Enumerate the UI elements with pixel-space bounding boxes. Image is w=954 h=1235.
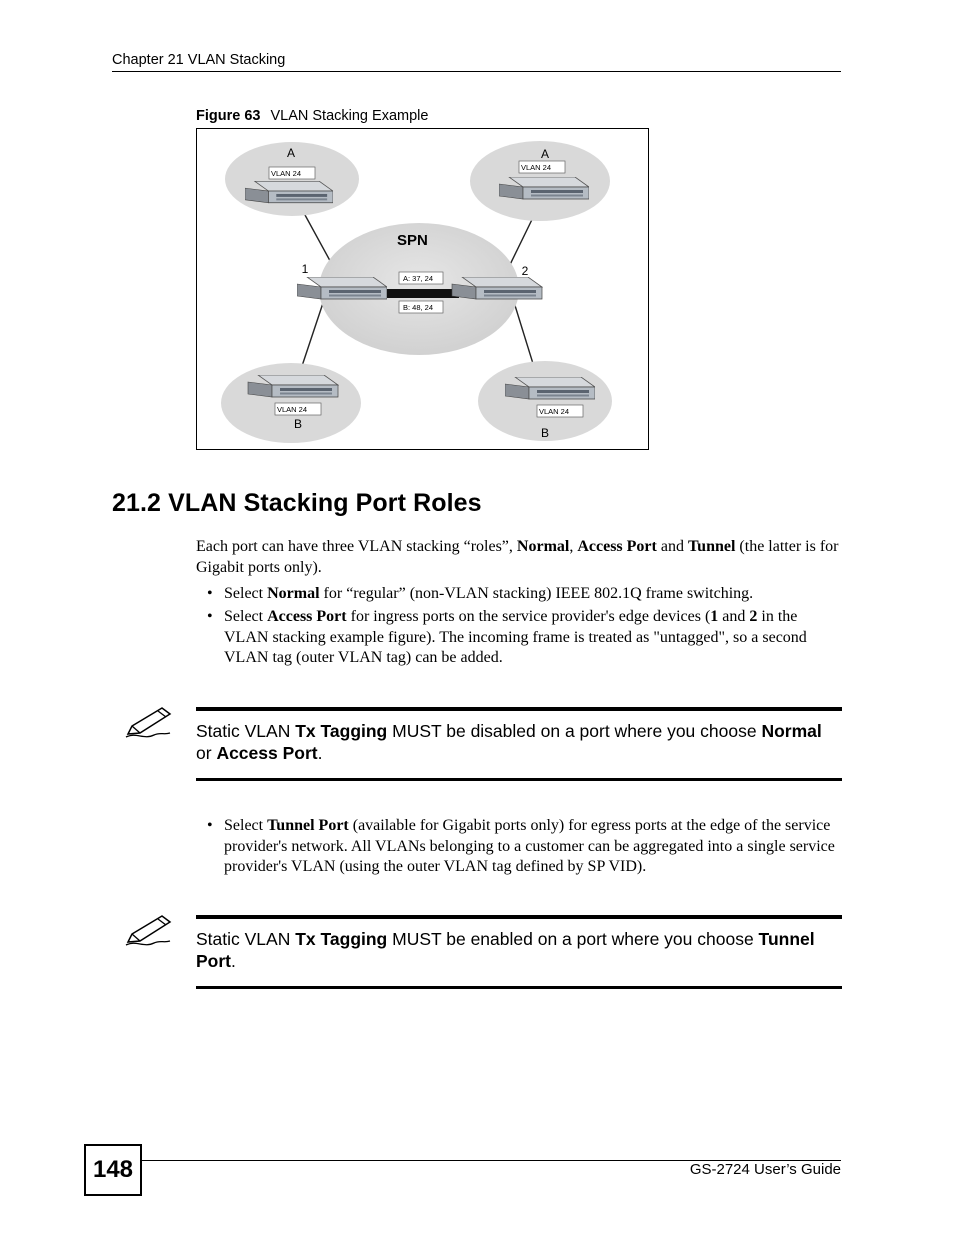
bullet-tunnel-port: • Select Tunnel Port (available for Gigabit ports only) for egress ports at the edge of the service provider's network. All VLANs belonging to a customer can be aggregated into a single service provider's VLAN (using the outer VLAN tag defined by SP VID). <box>207 817 835 875</box>
port-label-1: 1 <box>301 262 309 276</box>
site-label: B <box>540 426 550 440</box>
note-top-rule <box>196 707 842 711</box>
vlan-label: VLAN 24 <box>539 407 570 416</box>
site-label: A <box>286 146 296 160</box>
port-label-2: 2 <box>521 264 529 278</box>
tag-label-b: B: 48, 24 <box>403 303 434 312</box>
figure-label: Figure 63 <box>196 108 261 124</box>
vlan-label: VLAN 24 <box>277 405 308 414</box>
trunk-link <box>383 289 459 298</box>
header-rule <box>112 71 841 72</box>
page-number: 148 <box>92 1156 134 1183</box>
site-label: A <box>540 147 550 161</box>
vlan-label: VLAN 24 <box>521 163 552 172</box>
section-title: 21.2 VLAN Stacking Port Roles <box>112 489 482 517</box>
figure-box <box>196 128 649 450</box>
note-top-rule <box>196 915 842 919</box>
vlan-stacking-diagram <box>197 129 648 449</box>
chapter-header: Chapter 21 VLAN Stacking <box>112 52 286 68</box>
guide-name: GS-2724 User’s Guide <box>689 1161 841 1178</box>
switch-core-1 <box>297 277 387 299</box>
spn-label: SPN <box>397 232 428 249</box>
note-bottom-rule <box>196 778 842 781</box>
pencil-note-icon <box>124 914 174 948</box>
bullet-access-port: • Select Access Port for ingress ports on the service provider's edge devices (1 and 2 in the VLAN stacking example figure). The incoming frame is treated as "untagged", so a second VLAN tag (outer VLAN tag) can be added. <box>207 608 807 666</box>
site-label: B <box>293 417 303 431</box>
page-number-box <box>84 1144 142 1196</box>
tag-label-a: A: 37, 24 <box>403 274 434 283</box>
pencil-note-icon <box>124 706 174 740</box>
note-tx-tagging-disabled: Static VLAN Tx Tagging MUST be disabled on a port where you choose Normal or Access Port. <box>196 721 822 763</box>
note-bottom-rule <box>196 986 842 989</box>
note-tx-tagging-enabled: Static VLAN Tx Tagging MUST be enabled on a port where you choose Tunnel Port. <box>196 929 815 971</box>
figure-caption <box>196 108 428 124</box>
vlan-label: VLAN 24 <box>271 169 302 178</box>
intro-paragraph: Each port can have three VLAN stacking “roles”, Normal, Access Port and Tunnel (the latter is for Gigabit ports only). <box>196 538 839 576</box>
figure-title: VLAN Stacking Example <box>270 108 429 124</box>
bullet-normal: • Select Normal for “regular” (non-VLAN stacking) IEEE 802.1Q frame switching. <box>207 585 754 602</box>
